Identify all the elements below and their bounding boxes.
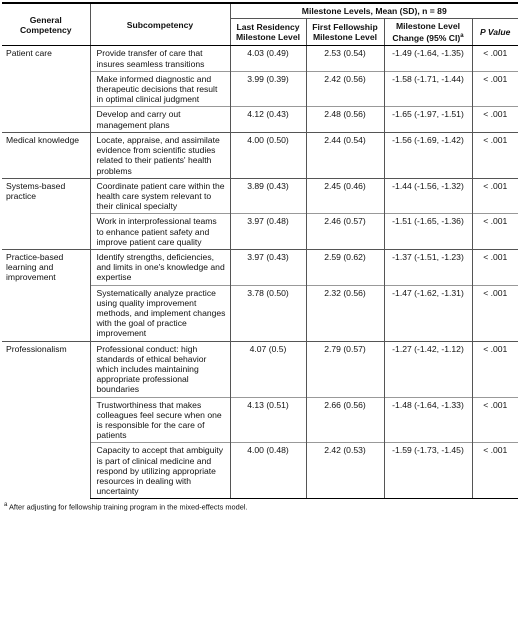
change-cell: -1.47 (-1.62, -1.31) <box>384 285 472 341</box>
first-fellowship-cell: 2.42 (0.56) <box>306 71 384 107</box>
first-fellowship-cell: 2.59 (0.62) <box>306 249 384 285</box>
change-cell: -1.27 (-1.42, -1.12) <box>384 341 472 397</box>
header-last-residency: Last Residency Milestone Level <box>230 19 306 46</box>
subcompetency-cell: Provide transfer of care that insures seamless transitions <box>90 46 230 71</box>
subcompetency-cell: Capacity to accept that ambiguity is part of clinical medicine and respond by utilizing appropriate resources in dealing with uncertainty <box>90 443 230 499</box>
last-residency-cell: 4.03 (0.49) <box>230 46 306 71</box>
change-cell: -1.59 (-1.73, -1.45) <box>384 443 472 499</box>
last-residency-cell: 4.13 (0.51) <box>230 397 306 443</box>
last-residency-cell: 4.12 (0.43) <box>230 107 306 132</box>
p-value-cell: < .001 <box>472 341 518 397</box>
subcompetency-cell: Systematically analyze practice using quality improvement methods, and implement changes with the goal of practice improvement <box>90 285 230 341</box>
p-value-cell: < .001 <box>472 71 518 107</box>
header-milestone-group: Milestone Levels, Mean (SD), n = 89 <box>230 3 518 19</box>
p-value-cell: < .001 <box>472 249 518 285</box>
last-residency-cell: 3.89 (0.43) <box>230 178 306 214</box>
header-general-competency: General Competency <box>2 3 90 46</box>
header-change-label: Milestone Level Change (95% CI) <box>392 21 461 44</box>
first-fellowship-cell: 2.45 (0.46) <box>306 178 384 214</box>
last-residency-cell: 3.78 (0.50) <box>230 285 306 341</box>
change-cell: -1.65 (-1.97, -1.51) <box>384 107 472 132</box>
first-fellowship-cell: 2.48 (0.56) <box>306 107 384 132</box>
subcompetency-cell: Work in interprofessional teams to enhance patient safety and improve patient care quality <box>90 214 230 250</box>
competency-cell: Systems-based practice <box>2 178 90 249</box>
change-cell: -1.44 (-1.56, -1.32) <box>384 178 472 214</box>
header-change-footnote-marker: a <box>460 33 464 40</box>
last-residency-cell: 4.07 (0.5) <box>230 341 306 397</box>
change-cell: -1.56 (-1.69, -1.42) <box>384 132 472 178</box>
header-subcompetency: Subcompetency <box>90 3 230 46</box>
first-fellowship-cell: 2.44 (0.54) <box>306 132 384 178</box>
subcompetency-cell: Trustworthiness that makes colleagues feel secure when one is responsible for the care of patients <box>90 397 230 443</box>
header-change <box>384 19 472 46</box>
change-cell: -1.58 (-1.71, -1.44) <box>384 71 472 107</box>
p-value-cell: < .001 <box>472 285 518 341</box>
change-cell: -1.37 (-1.51, -1.23) <box>384 249 472 285</box>
change-cell: -1.49 (-1.64, -1.35) <box>384 46 472 71</box>
first-fellowship-cell: 2.46 (0.57) <box>306 214 384 250</box>
last-residency-cell: 3.97 (0.43) <box>230 249 306 285</box>
table-header <box>2 3 518 46</box>
header-p-value <box>472 19 518 46</box>
table-row <box>2 46 518 71</box>
last-residency-cell: 3.97 (0.48) <box>230 214 306 250</box>
subcompetency-cell: Develop and carry out management plans <box>90 107 230 132</box>
header-first-fellowship: First Fellowship Milestone Level <box>306 19 384 46</box>
first-fellowship-cell: 2.53 (0.54) <box>306 46 384 71</box>
p-value-cell: < .001 <box>472 214 518 250</box>
competency-cell: Patient care <box>6 48 52 59</box>
subcompetency-cell: Identify strengths, deficiencies, and limits in one's knowledge and expertise <box>90 249 230 285</box>
first-fellowship-cell: 2.42 (0.53) <box>306 443 384 499</box>
p-value-cell: < .001 <box>472 46 518 71</box>
p-value-cell: < .001 <box>472 397 518 443</box>
table-row <box>2 132 518 178</box>
competency-cell: Practice-based learning and improvement <box>2 249 90 341</box>
p-value-cell: < .001 <box>472 443 518 499</box>
p-value-cell: < .001 <box>472 107 518 132</box>
table-row <box>2 341 518 397</box>
first-fellowship-cell: 2.32 (0.56) <box>306 285 384 341</box>
footnote-marker: a <box>4 502 8 509</box>
subcompetency-cell: Professional conduct: high standards of ethical behavior which includes maintaining appropriate professional boundaries <box>90 341 230 397</box>
last-residency-cell: 3.99 (0.39) <box>230 71 306 107</box>
competency-cell: Professionalism <box>2 341 90 499</box>
first-fellowship-cell: 2.79 (0.57) <box>306 341 384 397</box>
p-value-cell: < .001 <box>472 132 518 178</box>
milestone-table <box>2 2 518 499</box>
last-residency-cell: 4.00 (0.50) <box>230 132 306 178</box>
table-body <box>2 46 518 499</box>
table-footnote <box>2 502 518 511</box>
p-value-cell: < .001 <box>472 178 518 214</box>
subcompetency-cell: Locate, appraise, and assimilate evidence from scientific studies related to their patients' health problems <box>90 132 230 178</box>
table-row <box>2 178 518 214</box>
subcompetency-cell: Coordinate patient care within the health care system relevant to their clinical specialty <box>90 178 230 214</box>
table-container <box>2 2 518 512</box>
header-p-value-label: P Value <box>480 27 511 38</box>
change-cell: -1.51 (-1.65, -1.36) <box>384 214 472 250</box>
change-cell: -1.48 (-1.64, -1.33) <box>384 397 472 443</box>
footnote-text: After adjusting for fellowship training program in the mixed-effects model. <box>9 502 248 512</box>
last-residency-cell: 4.00 (0.48) <box>230 443 306 499</box>
table-row <box>2 249 518 285</box>
competency-cell: Medical knowledge <box>2 132 90 178</box>
first-fellowship-cell: 2.66 (0.56) <box>306 397 384 443</box>
subcompetency-cell: Make informed diagnostic and therapeutic decisions that result in optimal clinical judgment <box>90 71 230 107</box>
